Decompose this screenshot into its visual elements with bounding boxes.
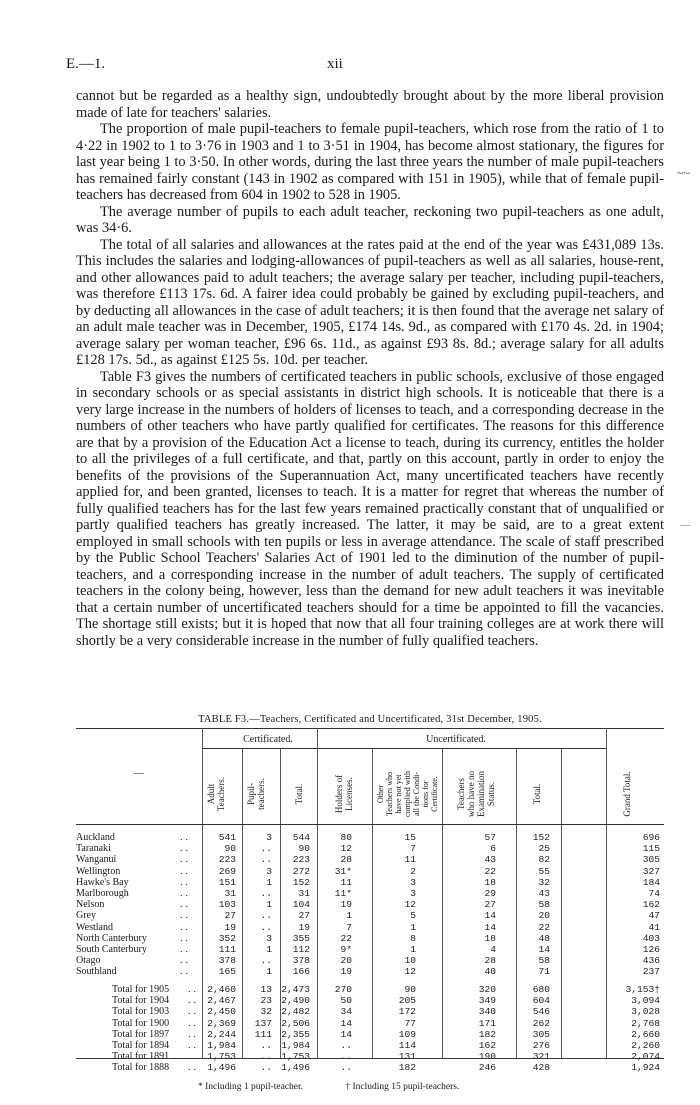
district-name: Southland: [76, 966, 117, 978]
paragraph: The average number of pupils to each adult teacher, reckoning two pupil-teachers as one adult, was 34·6.: [76, 203, 664, 236]
table-cell: 355: [292, 932, 310, 944]
table-cell: ..: [260, 921, 272, 933]
table-cell: 25: [538, 843, 550, 855]
total-label: Total for 1904: [112, 995, 170, 1007]
table-bottom-rule: [76, 1058, 664, 1059]
table-cell: 1,496: [207, 1062, 236, 1074]
district-row: [76, 966, 664, 977]
table-cell: 57: [484, 832, 496, 843]
table-cell: 172: [398, 1006, 416, 1018]
table-cell: 276: [532, 1040, 550, 1051]
table-cell: 14: [340, 1017, 352, 1029]
table-cell: 90: [224, 843, 236, 855]
table-cell: 28: [484, 955, 496, 967]
table-cell: 19: [340, 899, 352, 911]
table-cell: 18: [484, 932, 496, 944]
district-row: [76, 843, 664, 854]
table-cell: 2,074: [631, 1051, 660, 1063]
table-cell: 29: [484, 888, 496, 899]
table-cell: 28: [340, 854, 352, 866]
col-header-holders-of-licenses: Holders of Licenses.: [334, 774, 354, 814]
leader-dots: ..: [180, 888, 191, 899]
table-cell: 403: [642, 932, 660, 944]
district-name: Marlborough: [76, 888, 129, 899]
table-cell: 3: [410, 888, 416, 899]
table-cell: 3: [266, 832, 272, 843]
total-row: [76, 1051, 664, 1062]
district-name: Taranaki: [76, 843, 111, 855]
leader-dots: ..: [180, 899, 191, 911]
table-cell: 48: [538, 932, 550, 944]
table-cell: 14: [340, 1028, 352, 1040]
margin-mark: ~~: [677, 166, 690, 180]
table-cell: 8: [410, 932, 416, 944]
table-cell: 13: [260, 984, 272, 995]
leader-dots: ..: [180, 932, 191, 944]
total-label: Total for 1891: [112, 1051, 170, 1063]
table-cell: 184: [642, 876, 660, 888]
table-cell: 6: [490, 843, 496, 855]
table-cell: 151: [218, 876, 236, 888]
district-row: [76, 877, 664, 888]
footnote-pupil-teacher: * Including 1 pupil-teacher.: [198, 1082, 303, 1092]
table-cell: 114: [398, 1040, 416, 1051]
leader-dots: ..: [180, 944, 191, 955]
table-cell: 152: [292, 876, 310, 888]
total-row: [76, 984, 664, 995]
district-name: South Canterbury: [76, 944, 147, 955]
table-cell: 205: [398, 995, 416, 1007]
table-cell: 11: [340, 876, 352, 888]
table-cell: 428: [532, 1062, 550, 1074]
table-cell: 34: [340, 1006, 352, 1018]
table-cell: 680: [532, 984, 550, 995]
table-cell: 31: [224, 888, 236, 899]
table-cell: 223: [218, 854, 236, 866]
district-name: Nelson: [76, 899, 105, 911]
table-cell: 352: [218, 932, 236, 944]
table-cell: 71: [538, 966, 550, 978]
table-cell: 4: [490, 944, 496, 955]
total-row: [76, 1029, 664, 1040]
table-cell: 58: [538, 899, 550, 911]
district-name: Hawke's Bay: [76, 876, 129, 888]
table-cell: 1,496: [281, 1062, 310, 1074]
col-header-adult-teachers: Adult Teachers.: [206, 776, 226, 812]
table-cell: 166: [292, 966, 310, 978]
table-cell: 2,260: [631, 1040, 660, 1051]
table-cell: 14: [484, 921, 496, 933]
col-header-other-teachers: Other Teachers who have not yet complied with all the Condi- tions for Certificate.: [376, 771, 439, 817]
table-cell: 162: [478, 1040, 496, 1051]
table-top-rule: [76, 728, 664, 729]
total-label: Total for 1897: [112, 1028, 170, 1040]
table-cell: 2,506: [281, 1017, 310, 1029]
uncertificated-rule: [317, 748, 606, 749]
district-row: [76, 899, 664, 910]
table-cell: 696: [642, 832, 660, 843]
table-cell: 436: [642, 955, 660, 967]
table-cell: 27: [298, 910, 310, 922]
table-cell: 165: [218, 966, 236, 978]
group-header-certificated: Certificated.: [243, 734, 293, 745]
district-name: Grey: [76, 910, 96, 922]
table-cell: 320: [478, 984, 496, 995]
table-cell: 269: [218, 865, 236, 877]
table-cell: ..: [260, 843, 272, 855]
leader-dots: ..: [188, 1028, 199, 1040]
leader-dots: ..: [188, 995, 199, 1007]
table-cell: ..: [260, 888, 272, 899]
table-cell: 104: [292, 899, 310, 911]
leader-dots: ..: [188, 984, 199, 995]
table-cell: 40: [484, 966, 496, 978]
table-cell: 270: [334, 984, 352, 995]
leader-dots: ..: [180, 921, 191, 933]
table-cell: 1: [346, 910, 352, 922]
table-cell: 541: [218, 832, 236, 843]
table-cell: 12: [404, 899, 416, 911]
table-cell: 43: [484, 854, 496, 866]
table-cell: 305: [642, 854, 660, 866]
col-header-certificated-total: Total.: [294, 783, 304, 805]
table-cell: 115: [642, 843, 660, 855]
col-header-pupil-teachers: Pupil- teachers.: [246, 778, 266, 810]
table-cell: ..: [340, 1040, 352, 1051]
table-cell: 162: [642, 899, 660, 911]
table-cell: ..: [260, 854, 272, 866]
table-cell: 3: [410, 876, 416, 888]
table-cell: 246: [478, 1062, 496, 1074]
district-name: Wellington: [76, 865, 121, 877]
district-row: [76, 944, 664, 955]
leader-dots: ..: [180, 955, 191, 967]
table-cell: 340: [478, 1006, 496, 1018]
table-cell: 544: [292, 832, 310, 843]
table-cell: 74: [648, 888, 660, 899]
district-name: Westland: [76, 921, 113, 933]
table-cell: 90: [298, 843, 310, 855]
table-cell: 80: [340, 832, 352, 843]
table-cell: 31*: [334, 865, 352, 877]
table-cell: 1: [266, 966, 272, 978]
col-header-grand-total: Grand Total.: [622, 771, 632, 817]
table-cell: 20: [538, 910, 550, 922]
table-cell: 19: [298, 921, 310, 933]
table-cell: 137: [254, 1017, 272, 1029]
table-cell: 3,153†: [625, 984, 660, 995]
total-row: [76, 1018, 664, 1029]
table-cell: 22: [340, 932, 352, 944]
table-cell: 2,355: [281, 1028, 310, 1040]
table-cell: 378: [218, 955, 236, 967]
table-cell: 7: [410, 843, 416, 855]
table-cell: 546: [532, 1006, 550, 1018]
total-label: Total for 1903: [112, 1006, 170, 1018]
table-cell: 22: [484, 865, 496, 877]
table-cell: 12: [340, 843, 352, 855]
total-row: [76, 1040, 664, 1051]
table-cell: 14: [484, 910, 496, 922]
leader-dots: ..: [180, 843, 191, 855]
table-cell: 2,482: [281, 1006, 310, 1018]
group-header-uncertificated: Uncertificated.: [426, 734, 486, 745]
table-cell: 2,244: [207, 1028, 236, 1040]
table-cell: 112: [292, 944, 310, 955]
table-cell: 31: [298, 888, 310, 899]
table-cell: 126: [642, 944, 660, 955]
table-cell: 1: [266, 944, 272, 955]
table-cell: 103: [218, 899, 236, 911]
leader-dots: ..: [188, 1017, 199, 1029]
table-cell: 32: [538, 876, 550, 888]
table-cell: 171: [478, 1017, 496, 1029]
table-cell: 1: [410, 921, 416, 933]
total-label: Total for 1888: [112, 1062, 170, 1074]
district-row: [76, 910, 664, 921]
table-cell: 3: [266, 932, 272, 944]
table-cell: 3: [266, 865, 272, 877]
footnote-pupil-teachers: † Including 15 pupil-teachers.: [345, 1082, 460, 1092]
table-cell: 1: [410, 944, 416, 955]
district-row: [76, 922, 664, 933]
table-cell: 2: [410, 865, 416, 877]
leader-dots: ..: [188, 1006, 199, 1018]
table-cell: 19: [224, 921, 236, 933]
table-cell: 19: [340, 966, 352, 978]
table-cell: 50: [340, 995, 352, 1007]
leader-dots: ..: [180, 865, 191, 877]
table-cell: 111: [254, 1028, 272, 1040]
header-bottom-rule: [76, 824, 664, 825]
table-cell: 2,460: [207, 984, 236, 995]
footnotes: [198, 1082, 499, 1092]
table-cell: 9*: [340, 944, 352, 955]
table-cell: 182: [478, 1028, 496, 1040]
table-cell: 41: [648, 921, 660, 933]
table-cell: 55: [538, 865, 550, 877]
paragraph: cannot but be regarded as a healthy sign, undoubtedly brought about by the more liberal provision made of late for teachers' salaries.: [76, 88, 664, 121]
district-name: Wanganui: [76, 854, 117, 866]
district-name: Auckland: [76, 832, 115, 843]
district-row: [76, 832, 664, 843]
district-row: [76, 933, 664, 944]
table-cell: 109: [398, 1028, 416, 1040]
table-cell: 1,924: [631, 1062, 660, 1074]
table-cell: 3,094: [631, 995, 660, 1007]
leader-dots: ..: [180, 876, 191, 888]
body-text: [76, 88, 664, 649]
table-cell: 15: [404, 832, 416, 843]
table-cell: 11: [404, 854, 416, 866]
table-cell: 378: [292, 955, 310, 967]
margin-note: —: [680, 520, 690, 531]
table-cell: 1: [266, 899, 272, 911]
table-cell: 2,467: [207, 995, 236, 1007]
table-cell: 2,369: [207, 1017, 236, 1029]
leader-dots: ..: [188, 1051, 199, 1063]
table-cell: ..: [340, 1062, 352, 1074]
stub-header: —: [134, 768, 144, 779]
table-title: TABLE F3.—Teachers, Certificated and Uncertificated, 31st December, 1905.: [198, 714, 542, 725]
table-cell: ..: [260, 1051, 272, 1063]
leader-dots: ..: [180, 910, 191, 922]
section-label: E.—1.: [66, 56, 106, 72]
table-cell: 2,490: [281, 995, 310, 1007]
total-label: Total for 1894: [112, 1040, 170, 1051]
table-cell: 7: [346, 921, 352, 933]
leader-dots: ..: [188, 1040, 199, 1051]
table-cell: 1,753: [207, 1051, 236, 1063]
table-cell: 14: [538, 944, 550, 955]
table-cell: 190: [478, 1051, 496, 1063]
table-cell: 82: [538, 854, 550, 866]
table-cell: 305: [532, 1028, 550, 1040]
table-cell: ..: [260, 1062, 272, 1074]
table-cell: ..: [260, 910, 272, 922]
total-row: [76, 1006, 664, 1017]
total-row: [76, 995, 664, 1006]
district-name: North Canterbury: [76, 932, 147, 944]
leader-dots: ..: [180, 966, 191, 978]
table-cell: 27: [224, 910, 236, 922]
district-row: [76, 866, 664, 877]
table-cell: 131: [398, 1051, 416, 1063]
table-cell: 20: [340, 955, 352, 967]
leader-dots: ..: [188, 1062, 199, 1074]
total-row: [76, 1062, 664, 1073]
table-cell: 3,028: [631, 1006, 660, 1018]
table-cell: ..: [260, 955, 272, 967]
table-cell: 77: [404, 1017, 416, 1029]
page-number: xii: [327, 56, 343, 72]
paragraph: Table F3 gives the numbers of certificated teachers in public schools, exclusive of those engaged in secondary schools or as special assistants in district high schools. It is noticeable that there is a very large increase in the numbers of holders of licenses to teach, and a corresponding decrease in the numbers of other teachers who have partly qualified for certificates. The reasons for this difference are that by a provision of the Education Act a license to teach, during its currency, entitles the holder to all the privileges of a full certificate, and that, partly on this account, partly in order to enjoy the benefits of the provisions of the Superannuation Act, many uncertificated teachers have recently applied for, and been granted, licenses to teach. It is a matter for regret that whereas the number of fully qualified teachers has for the last few years remained practically constant that of unqualified or partly qualified teachers has greatly increased. The latter, it may be said, are to a great extent employed in small schools with ten pupils or less in average attendance. The scale of staff prescribed by the Public School Teachers' Salaries Act of 1901 led to the diminution of the number of pupil-teachers, and a corresponding increase in the number of adult teachers. The supply of certificated teachers in the colony being, however, less than the demand for new adult teachers it was inevitable that a certain number of uncertificated teachers should for a time be appointed to fill the vacancies. The shortage still exists; but it is hoped that now that all four training colleges are at work there will shortly be a very considerable increase in the number of fully qualified teachers.: [76, 368, 664, 649]
district-name: Otago: [76, 955, 101, 967]
table-cell: 47: [648, 910, 660, 922]
table-cell: 1,984: [281, 1040, 310, 1051]
table-cell: 321: [532, 1051, 550, 1063]
table-cell: 272: [292, 865, 310, 877]
district-row: [76, 955, 664, 966]
table-cell: 12: [404, 966, 416, 978]
table-cell: 223: [292, 854, 310, 866]
table-cell: 1: [266, 876, 272, 888]
table-cell: 18: [484, 876, 496, 888]
table-cell: ..: [340, 1051, 352, 1063]
paragraph: The total of all salaries and allowances at the rates paid at the end of the year was £431,089 13s. This includes the salaries and lodging-allowances of pupil-teachers as well as all salaries, house-rent, and other allowances paid to adult teachers; the average salary per teacher, including pupil-teachers, was therefore £113 17s. 6d. A fairer idea could probably be gained by excluding pupil-teachers, and by deducting all allowances in the case of adult teachers; it is then found that the average net salary of an adult male teacher was in December, 1905, £174 14s. 9d., as compared with £170 4s. 2d. in 1904; average salary per woman teacher, £96 6s. 11d., as against £93 8s. 8d.; average salary for all adults £128 17s. 5d., as against £125 5s. 10d. per teacher.: [76, 236, 664, 368]
table-cell: 237: [642, 966, 660, 978]
table-cell: 604: [532, 995, 550, 1007]
table-cell: 5: [410, 910, 416, 922]
table-cell: ..: [260, 1040, 272, 1051]
total-label: Total for 1905: [112, 984, 170, 995]
table-cell: 58: [538, 955, 550, 967]
total-label: Total for 1900: [112, 1017, 170, 1029]
table-cell: 152: [532, 832, 550, 843]
table-cell: 2,450: [207, 1006, 236, 1018]
table-cell: 2,473: [281, 984, 310, 995]
table-cell: 1,984: [207, 1040, 236, 1051]
table-cell: 23: [260, 995, 272, 1007]
paragraph: The proportion of male pupil-teachers to female pupil-teachers, which rose from the ratio of 1 to 4·22 in 1902 to 1 to 3·76 in 1903 and 1 to 3·51 in 1904, has become almost stationary, the figures for last year being 1 to 3·50. In other words, during the last three years the number of male pupil-teachers has remained fairly constant (143 in 1902 as compared with 151 in 1905), while that of female pupil-teachers has decreased from 604 in 1902 to 528 in 1905.: [76, 121, 664, 203]
table-cell: 1,753: [281, 1051, 310, 1063]
certificated-rule: [202, 748, 317, 749]
table-cell: 2,768: [631, 1017, 660, 1029]
table-cell: 43: [538, 888, 550, 899]
district-row: [76, 888, 664, 899]
table-cell: 2,660: [631, 1028, 660, 1040]
table-cell: 327: [642, 865, 660, 877]
table-cell: 32: [260, 1006, 272, 1018]
leader-dots: ..: [180, 832, 191, 843]
table-cell: 111: [218, 944, 236, 955]
leader-dots: ..: [180, 854, 191, 866]
table-cell: 11*: [334, 888, 352, 899]
district-row: [76, 854, 664, 865]
table-cell: 10: [404, 955, 416, 967]
table-cell: 27: [484, 899, 496, 911]
table-cell: 182: [398, 1062, 416, 1074]
table-cell: 22: [538, 921, 550, 933]
col-header-uncertificated-total: Total.: [532, 783, 542, 805]
col-header-no-exam-status: Teachers who have no Examination Status.: [456, 771, 496, 817]
table-cell: 262: [532, 1017, 550, 1029]
table-cell: 349: [478, 995, 496, 1007]
table-cell: 90: [404, 984, 416, 995]
